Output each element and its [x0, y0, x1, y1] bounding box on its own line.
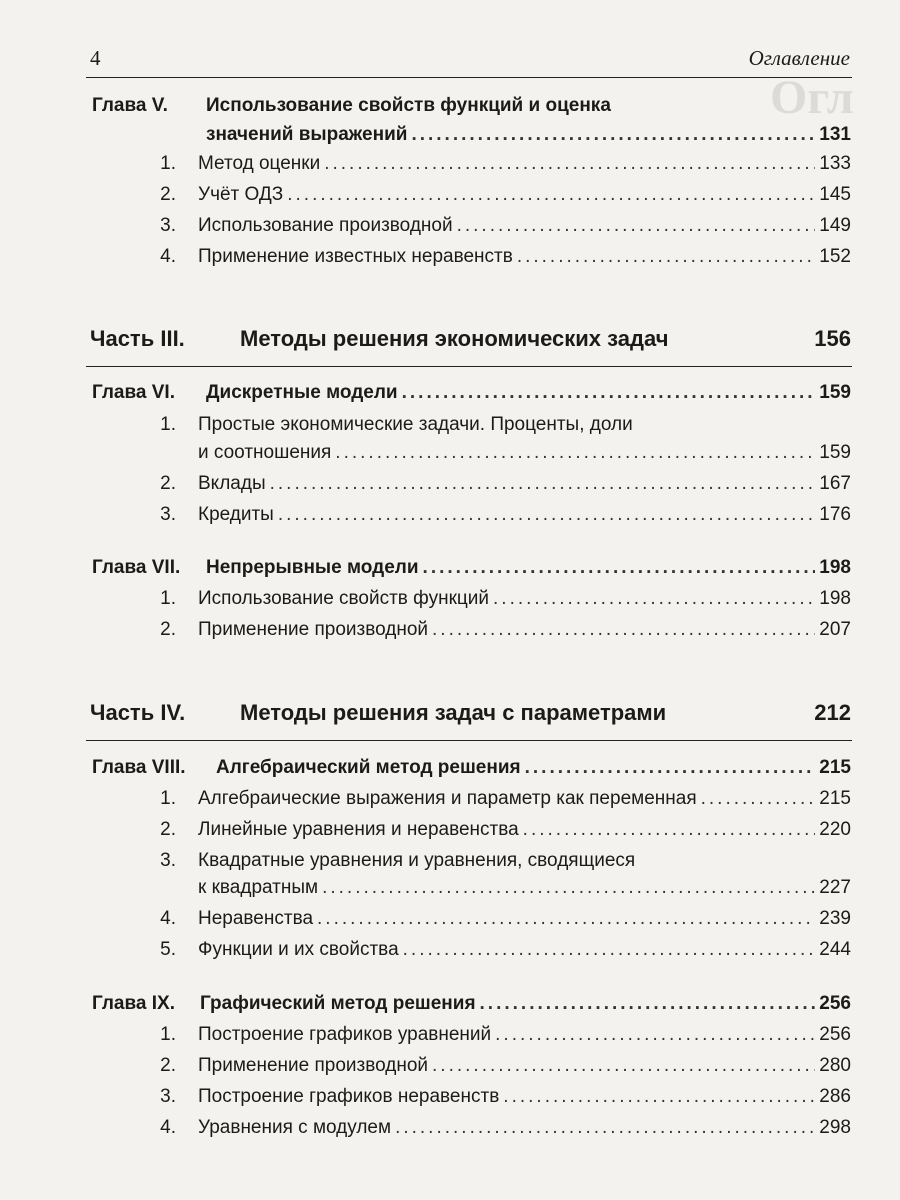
section-title: Алгебраические выражения и параметр как переменная [198, 788, 697, 809]
toc-section: 1. Алгебраические выражения и параметр как переменная ..... 215 [128, 788, 851, 810]
page-ref: 176 [819, 504, 851, 525]
part-rule [86, 366, 852, 367]
toc-section: 2. Применение производной ..... 280 [128, 1055, 851, 1077]
part-rule [86, 740, 852, 741]
section-title: Квадратные уравнения и уравнения, сводящиеся [198, 850, 636, 871]
section-title: Метод оценки [198, 153, 321, 174]
page-ref: 152 [819, 246, 851, 267]
section-title: Применение производной [198, 1055, 429, 1076]
toc-chapter-9 [92, 993, 851, 1015]
chapter-title: Непрерывные модели [206, 557, 419, 578]
dot-leader [503, 1086, 815, 1108]
section-title: Функции и их свойства [198, 939, 399, 960]
toc-section: 4. Уравнения с модулем ..... 298 [128, 1117, 851, 1139]
page-ref: 227 [819, 877, 851, 898]
bleed-through-text: Огл [770, 71, 854, 124]
toc-section: 3. Построение графиков неравенств ..... 286 [128, 1086, 851, 1108]
toc-chapter-5-cont [206, 124, 851, 146]
chapter-label: Глава V. [92, 95, 168, 116]
toc-section: 1. Построение графиков уравнений ..... 256 [128, 1024, 851, 1046]
page-ref: 145 [819, 184, 851, 205]
page-ref: 198 [819, 588, 851, 609]
running-head: Оглавление [748, 46, 850, 70]
chapter-title: Графический метод решения [200, 993, 476, 1014]
page-ref: 298 [819, 1117, 851, 1138]
section-title: Учёт ОДЗ [198, 184, 284, 205]
page-ref: 256 [819, 1024, 851, 1045]
page-ref: 159 [819, 442, 851, 463]
page-ref: 156 [814, 326, 851, 351]
toc-part-4 [90, 700, 851, 726]
section-title: Неравенства [198, 908, 314, 929]
dot-leader [322, 877, 815, 899]
chapter-label: Глава VIII. [92, 757, 186, 778]
dot-leader [324, 153, 815, 175]
page-ref: 215 [819, 788, 851, 809]
toc-section: 3. Квадратные уравнения и уравнения, сводящиеся [160, 850, 636, 871]
dot-leader [432, 1055, 815, 1077]
page-ref: 159 [819, 382, 851, 403]
page-ref: 207 [819, 619, 851, 640]
dot-leader [701, 788, 816, 810]
chapter-title: Использование свойств функций и оценка [206, 95, 611, 116]
toc-chapter-8 [92, 757, 851, 779]
dot-leader [432, 619, 815, 641]
section-title: Кредиты [198, 504, 274, 525]
chapter-label: Глава VI. [92, 382, 175, 403]
toc-section: 3. Использование производной ..... 149 [128, 215, 851, 237]
dot-leader [523, 819, 816, 841]
page-ref: 212 [814, 700, 851, 725]
part-title: Методы решения задач с параметрами [240, 700, 667, 725]
toc-part-3 [90, 326, 851, 352]
section-title: Применение производной [198, 619, 429, 640]
dot-leader [403, 939, 816, 961]
section-title: Вклады [198, 473, 266, 494]
toc-section: 2. Применение производной ..... 207 [128, 619, 851, 641]
dot-leader [402, 382, 816, 404]
page-ref: 149 [819, 215, 851, 236]
toc-section: 5. Функции и их свойства ..... 244 [128, 939, 851, 961]
section-title: Уравнения с модулем [198, 1117, 392, 1138]
page-number: 4 [90, 46, 101, 70]
dot-leader [495, 1024, 815, 1046]
page-ref: 131 [819, 124, 851, 145]
dot-leader [317, 908, 815, 930]
section-title: Применение известных неравенств [198, 246, 513, 267]
page-ref: 220 [819, 819, 851, 840]
dot-leader [457, 215, 816, 237]
toc-chapter-6 [92, 382, 851, 404]
chapter-title-cont: значений выражений [206, 124, 408, 145]
section-title: Построение графиков неравенств [198, 1086, 500, 1107]
toc-section: 2. Вклады ..... 167 [128, 473, 851, 495]
section-title-cont: и соотношения [198, 442, 332, 463]
dot-leader [270, 473, 816, 495]
toc-section: 2. Линейные уравнения и неравенства ..... 220 [128, 819, 851, 841]
toc-chapter-5 [92, 95, 851, 117]
page-ref: 133 [819, 153, 851, 174]
dot-leader [335, 442, 815, 464]
dot-leader [395, 1117, 815, 1139]
toc-section: 1. Использование свойств функций ..... 198 [128, 588, 851, 610]
dot-leader [278, 504, 815, 526]
page-ref: 198 [819, 557, 851, 578]
dot-leader [525, 757, 816, 779]
page-ref: 215 [819, 757, 851, 778]
section-title-cont: к квадратным [198, 877, 319, 898]
page-ref: 286 [819, 1086, 851, 1107]
dot-leader [411, 124, 815, 146]
page-ref: 167 [819, 473, 851, 494]
toc-section-cont [198, 877, 851, 899]
toc-section: 4. Неравенства ..... 239 [128, 908, 851, 930]
chapter-title: Дискретные модели [206, 382, 398, 403]
toc-section: 3. Кредиты ..... 176 [128, 504, 851, 526]
dot-leader [493, 588, 815, 610]
page-ref: 244 [819, 939, 851, 960]
toc-section: 1. Метод оценки ..... 133 [128, 153, 851, 175]
section-title: Линейные уравнения и неравенства [198, 819, 519, 840]
part-label: Часть III. [90, 326, 185, 351]
dot-leader [287, 184, 815, 206]
part-label: Часть IV. [90, 700, 186, 725]
part-title: Методы решения экономических задач [240, 326, 669, 351]
section-title: Использование производной [198, 215, 453, 236]
toc-section-cont [198, 442, 851, 464]
section-title: Использование свойств функций [198, 588, 490, 609]
toc-section: 2. Учёт ОДЗ ..... 145 [128, 184, 851, 206]
chapter-title: Алгебраический метод решения [216, 757, 521, 778]
toc-section: 1. Простые экономические задачи. Проценты, доли [160, 414, 633, 435]
dot-leader [480, 993, 816, 1015]
page-ref: 239 [819, 908, 851, 929]
toc-chapter-7 [92, 557, 851, 579]
chapter-label: Глава VII. [92, 557, 181, 578]
dot-leader [517, 246, 815, 268]
chapter-label: Глава IX. [92, 993, 175, 1014]
page-ref: 256 [819, 993, 851, 1014]
page-ref: 280 [819, 1055, 851, 1076]
section-title: Простые экономические задачи. Проценты, доли [198, 414, 633, 435]
dot-leader [423, 557, 816, 579]
toc-section: 4. Применение известных неравенств ..... 152 [128, 246, 851, 268]
section-title: Построение графиков уравнений [198, 1024, 492, 1045]
